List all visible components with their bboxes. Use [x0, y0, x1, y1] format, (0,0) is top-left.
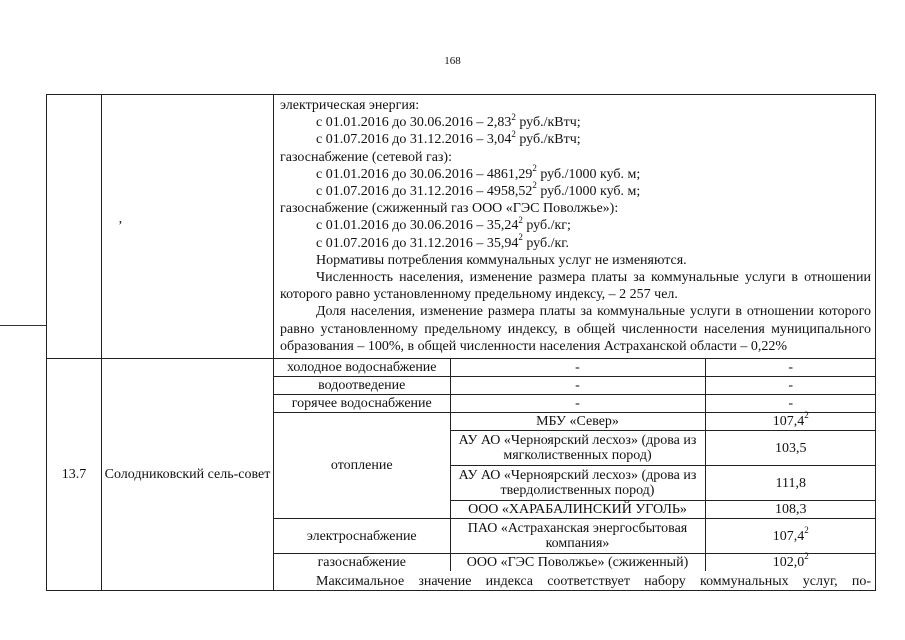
- service-index: 103,5: [705, 431, 876, 466]
- line-liquefied-gas-heading: газоснабжение (сжиженный газ ООО «ГЭС Поволжье»):: [280, 201, 619, 217]
- stray-mark: ’: [118, 219, 123, 235]
- service-row-sewerage: [274, 377, 876, 395]
- line-electricity-h2: с 01.07.2016 до 31.12.2016 – 3,04$^2$ руб./кВтч;: [316, 128, 581, 148]
- line-electricity-heading: электрическая энергия:: [280, 98, 420, 113]
- row-number-cell: 13.7: [47, 359, 102, 591]
- services-table: [274, 359, 876, 571]
- tariff-table: [46, 94, 876, 591]
- margin-line: [0, 325, 46, 326]
- row-name-cell: [102, 95, 274, 359]
- service-row-gas: [274, 554, 876, 572]
- service-row-hot-water: [274, 395, 876, 413]
- service-name: холодное водоснабжение: [274, 359, 450, 377]
- line-network-gas-h2: с 01.07.2016 до 31.12.2016 – 4958,52$^2$ руб./1000 куб. м;: [316, 180, 641, 200]
- service-provider: АУ АО «Черноярский лесхоз» (дрова из твердолиственных пород): [450, 466, 705, 501]
- line-network-gas-heading: газоснабжение (сетевой газ):: [280, 149, 452, 165]
- service-provider: -: [450, 359, 705, 377]
- service-row-cold-water: [274, 359, 876, 377]
- table-row-13-7: [47, 359, 876, 591]
- row-number-cell: [47, 95, 102, 359]
- service-provider: МБУ «Север»: [450, 413, 705, 431]
- line-electricity-h1: с 01.01.2016 до 30.06.2016 – 2,83$^2$ руб./кВтч;: [316, 111, 581, 131]
- paragraph-share: Доля населения, изменение размера платы за коммунальные услуги в отношении которого равно установленному предельному индексу, в общей численности населения муниципального образования – 100%, в общей численности населения Астраханской области – 0,22%: [280, 304, 871, 354]
- description-cell: [274, 95, 876, 359]
- line-liquefied-gas-h2: с 01.07.2016 до 31.12.2016 – 35,94$^2$ руб./кг.: [316, 231, 569, 251]
- paragraph-population: Численность населения, изменение размера платы за коммунальные услуги в отношении которого равно установленному предельному индексу, – 2 257 чел.: [280, 270, 871, 303]
- service-name: горячее водоснабжение: [274, 395, 450, 413]
- row-name-cell: Солодниковский сель-совет: [102, 359, 274, 591]
- line-liquefied-gas-h1: с 01.01.2016 до 30.06.2016 – 35,24$^2$ руб./кг;: [316, 214, 571, 234]
- line-network-gas-h1: с 01.01.2016 до 30.06.2016 – 4861,29$^2$ руб./1000 куб. м;: [316, 163, 641, 182]
- service-index: 111,8: [705, 466, 876, 501]
- service-index: 102,0$^2$: [705, 554, 876, 572]
- page-number: 168: [444, 55, 461, 67]
- service-name: электроснабжение: [274, 519, 450, 554]
- services-cell: [274, 359, 876, 591]
- service-index: -: [705, 377, 876, 395]
- table-row-previous: [47, 95, 876, 359]
- service-index: 107,4$^2$: [705, 413, 876, 431]
- service-row-electricity: [274, 519, 876, 554]
- paragraph-norms: Нормативы потребления коммунальных услуг не изменяются.: [316, 252, 687, 268]
- service-provider: ООО «ХАРАБАЛИНСКИЙ УГОЛЬ»: [450, 501, 705, 519]
- service-provider: -: [450, 395, 705, 413]
- service-name: водоотведение: [274, 377, 450, 395]
- service-index: 108,3: [705, 501, 876, 519]
- service-provider: ПАО «Астраханская энергосбытовая компания»: [450, 519, 705, 554]
- service-provider: ООО «ГЭС Поволжье» (сжиженный): [450, 554, 705, 572]
- service-provider: -: [450, 377, 705, 395]
- service-name: газоснабжение: [274, 554, 450, 572]
- service-name-heating: отопление: [274, 413, 450, 519]
- service-index: 107,4$^2$: [705, 519, 876, 554]
- service-index: -: [705, 359, 876, 377]
- paragraph-max-index: Максимальное значение индекса соответствует набору коммунальных услуг, по-: [316, 574, 871, 590]
- service-index: -: [705, 395, 876, 413]
- service-provider: АУ АО «Черноярский лесхоз» (дрова из мягколиственных пород): [450, 431, 705, 466]
- service-row-heating-1: [274, 413, 876, 431]
